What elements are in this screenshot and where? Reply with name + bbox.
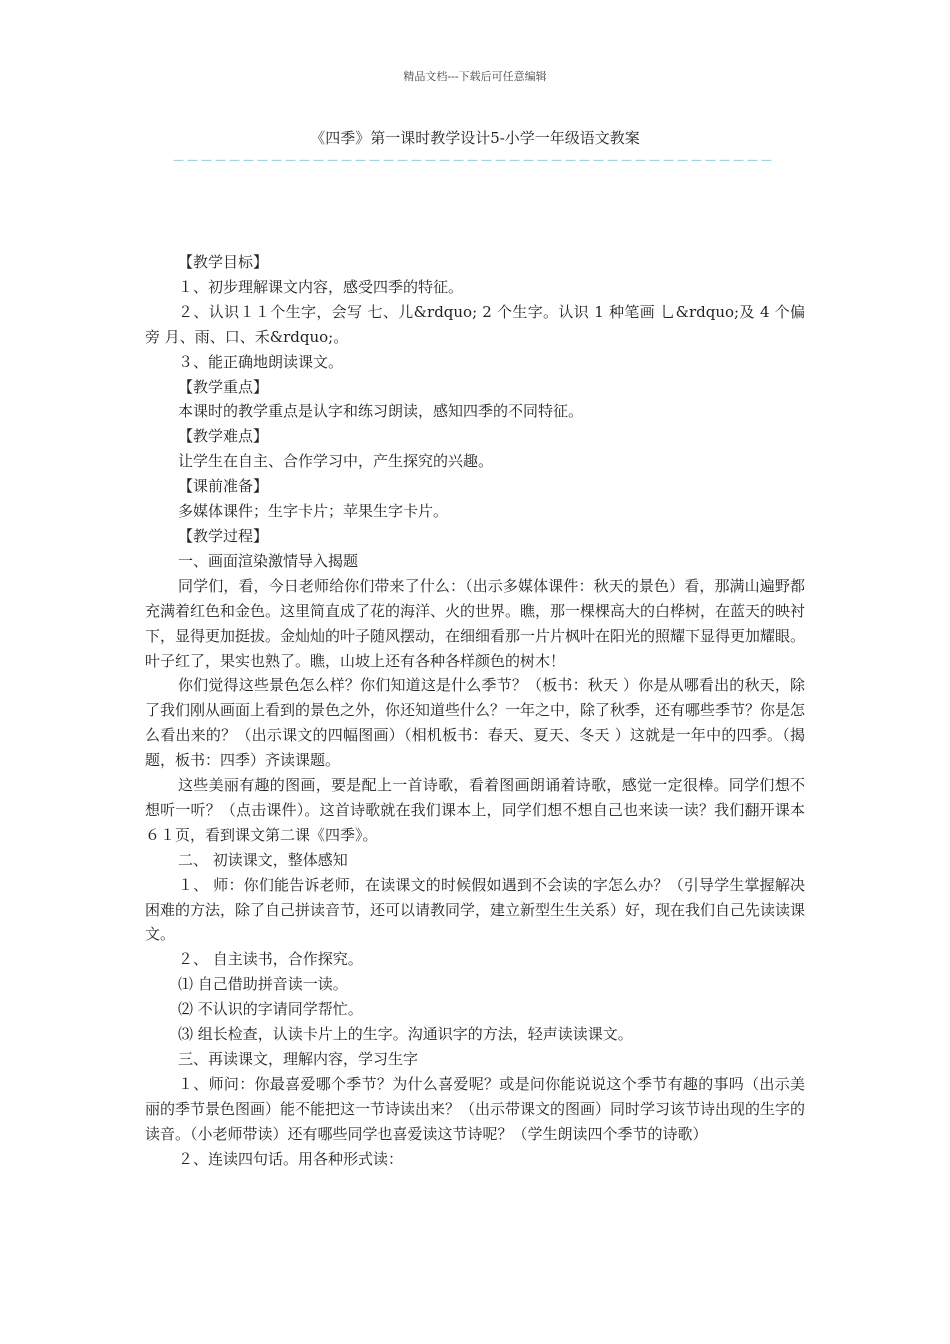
- section-heading-objectives: 【教学目标】: [178, 253, 269, 271]
- paragraph: ２、连读四句话。用各种形式读：: [178, 1149, 404, 1168]
- paragraph: 多媒体课件；生字卡片；苹果生字卡片。: [178, 502, 449, 521]
- paragraph: １、初步理解课文内容，感受四季的特征。: [178, 277, 464, 296]
- paragraph: 这些美丽有趣的图画，要是配上一首诗歌，看着图画朗诵着诗歌，感觉一定很棒。同学们想不想听一听？（点击课件）。这首诗歌就在我们课本上，同学们想不想自己也来读一读？我们翻开课本６１页，看到课文第二课《四季》。: [145, 776, 805, 844]
- paragraph: ３、能正确地朗读课文。: [178, 352, 344, 371]
- list-item: ⑶ 组长检查，认读卡片上的生字。沟通识字的方法，轻声读读课文。: [178, 1025, 633, 1044]
- subsection-heading: 一、画面渲染激情导入揭题: [178, 551, 359, 570]
- list-item: ⑴ 自己借助拼音读一读。: [178, 975, 348, 994]
- paragraph: 让学生在自主、合作学习中，产生探究的兴趣。: [178, 452, 494, 471]
- paragraph: 同学们，看，今日老师给你们带来了什么：（出示多媒体课件：秋天的景色）看，那满山遍野都充满着红色和金色。这里简直成了花的海洋、火的世界。瞧，那一棵棵高大的白桦树，在蓝天的映衬下，显得更加挺拔。金灿灿的叶子随风摆动，在细细看那一片片枫叶在阳光的照耀下显得更加耀眼。叶子红了，果实也熟了。瞧，山坡上还有各种各样颜色的树木！: [145, 576, 806, 670]
- subsection-heading: 二、 初读课文，整体感知: [178, 850, 348, 869]
- section-heading-process: 【教学过程】: [178, 526, 269, 545]
- section-heading-difficulties: 【教学难点】: [178, 427, 269, 446]
- title-divider: －－－－－－－－－－－－－－－－－－－－－－－－－－－－－－－－－－－－－－－－－－－: [171, 154, 774, 169]
- paragraph: １、 师：你们能告诉老师，在读课文的时候假如遇到不会读的字怎么办？（引导学生掌握解决困难的方法，除了自己拼读音节，还可以请教同学，建立新型生生关系）好，现在我们自己先读读课文。: [145, 875, 806, 944]
- section-heading-preparation: 【课前准备】: [178, 477, 269, 496]
- section-heading-key-points: 【教学重点】: [178, 377, 269, 396]
- subsection-heading: 三、再读课文，理解内容，学习生字: [178, 1050, 419, 1068]
- document-body: [145, 250, 805, 1172]
- paragraph: ２、认识１１个生字，会写 七、儿&rdquo; 2 个生字。认识 1 种笔画 乚&rdquo;及 4 个偏旁 月、雨、口、禾&rdquo;。: [145, 302, 805, 346]
- paragraph: 本课时的教学重点是认字和练习朗读，感知四季的不同特征。: [178, 402, 584, 421]
- list-item: ⑵ 不认识的字请同学帮忙。: [178, 1000, 363, 1019]
- document-title: 《四季》第一课时教学设计5-小学一年级语文教案: [310, 129, 640, 147]
- paragraph: ２、 自主读书，合作探究。: [178, 950, 363, 969]
- watermark-text: 精品文档---下载后可任意编辑: [403, 70, 547, 83]
- paragraph: １、师问：你最喜爱哪个季节？为什么喜爱呢？或是问你能说说这个季节有趣的事吗（出示美丽的季节景色图画）能不能把这一节诗读出来？（出示带课文的图画）同时学习该节诗出现的生字的读音。（小老师带读）还有哪些同学也喜爱读这节诗呢？（学生朗读四个季节的诗歌）: [145, 1074, 806, 1143]
- paragraph: 你们觉得这些景色怎么样？你们知道这是什么季节？（板书：秋天 ）你是从哪看出的秋天，除了我们刚从画面上看到的景色之外，你还知道些什么？一年之中，除了秋季，还有哪些季节？你是怎么看出来的？（出示课文的四幅图画）（相机板书：春天、夏天、冬天 ）这就是一年中的四季。（揭题，板书：四季）齐读课题。: [145, 676, 806, 770]
